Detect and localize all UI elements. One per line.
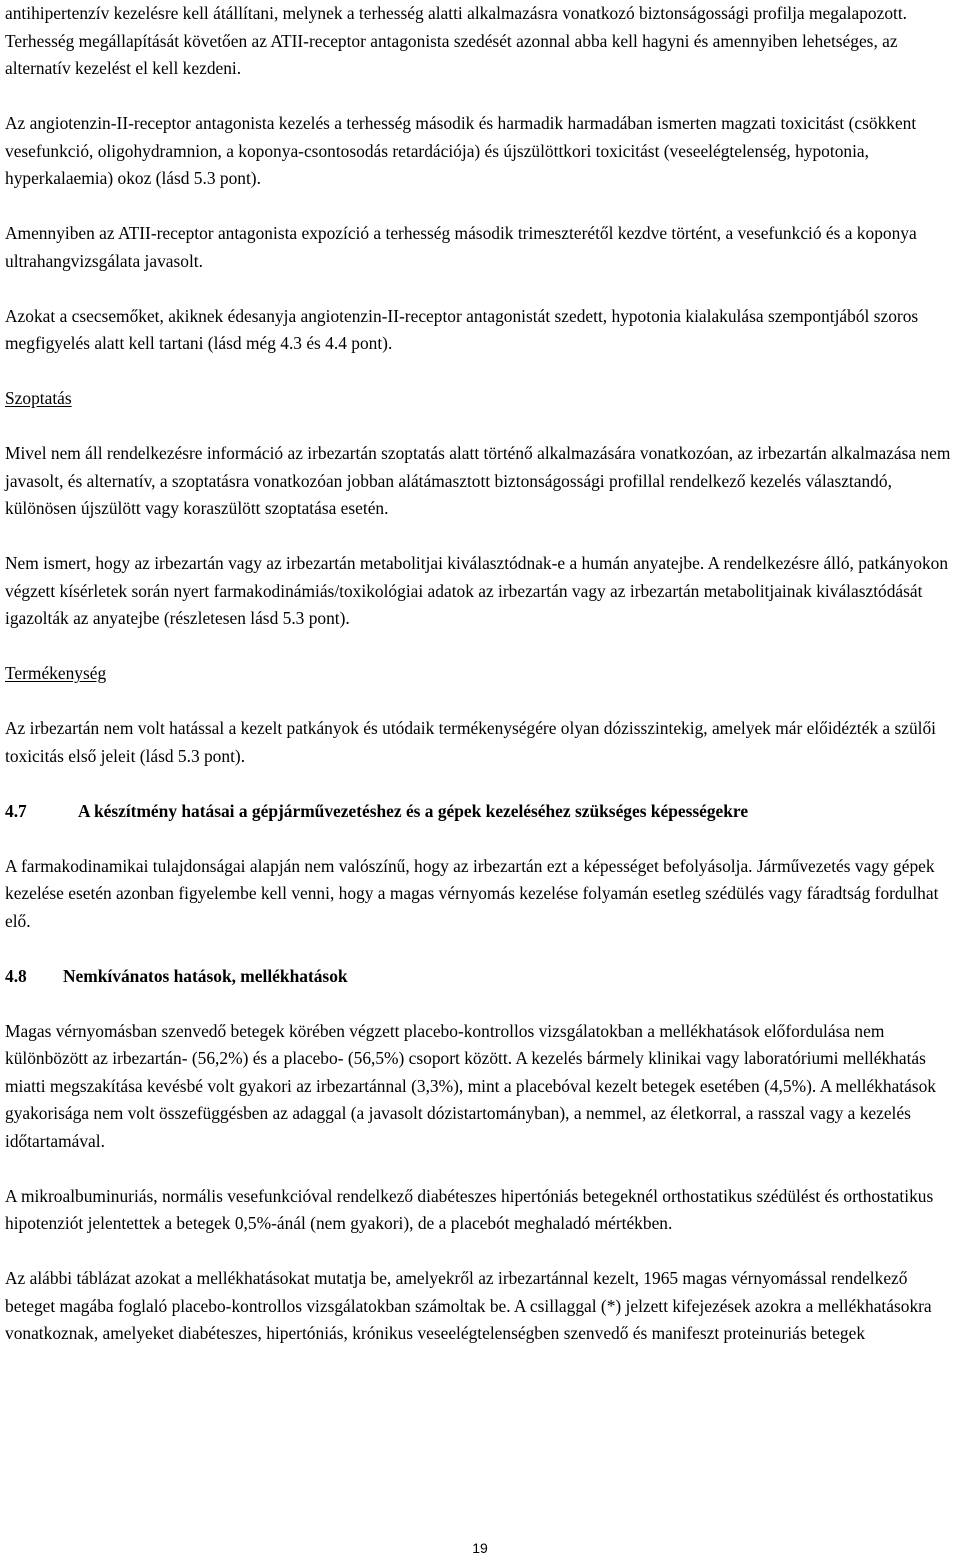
section-title: Nemkívánatos hatások, mellékhatások — [63, 965, 348, 986]
subheading-fertility: Termékenység — [5, 663, 107, 683]
page-number: 19 — [472, 1540, 488, 1556]
paragraph-adverse-effects-3: Az alábbi táblázat azokat a mellékhatásokat mutatja be, amelyekről az irbezartánnal kezelt, 1965 magas vérnyomással rendelkező beteget magába foglaló placebo-kontrollos vizsgálatokban számoltak be. A csillaggal (*) jelzett kifejezések azokra a mellékhatásokra vonatkoznak, amelyeket diabéteszes, hipertóniás, krónikus veseelégtelenségben szenvedő és manifeszt proteinuriás betegek — [5, 1268, 932, 1343]
section-heading-4-8 — [5, 963, 955, 991]
paragraph-adverse-effects-1: Magas vérnyomásban szenvedő betegek körében végzett placebo-kontrollos vizsgálatokban a mellékhatások előfordulása nem különbözött az irbezartán- (56,2%) és a placebo- (56,5%) csoport között. A kezelés bármely klinikai vagy laboratóriumi mellékhatás miatti megszakítása kevésbé volt gyakori az irbezartánnal (3,3%), mint a placebóval kezelt betegek esetében (4,5%). A mellékhatások gyakorisága nem volt összefüggésben az adaggal (a javasolt dózistartományban), a nemmel, az életkorral, a rasszal vagy a kezelés időtartamával. — [5, 1020, 937, 1151]
subheading-breastfeeding: Szoptatás — [5, 388, 72, 408]
document-page — [5, 0, 955, 1348]
paragraph-adverse-effects-2: A mikroalbuminuriás, normális vesefunkcióval rendelkező diabéteszes hipertóniás betegeknél orthostatikus szédülést és orthostatikus hipotenziót jelentettek a betegek 0,5%-ánál (nem gyakori), de a placebót meghaladó mértékben. — [5, 1185, 934, 1233]
section-heading-4-7 — [5, 798, 955, 826]
section-title: A készítmény hatásai a gépjárművezetéshez és a gépek kezeléséhez szükséges képességekre — [78, 800, 749, 821]
paragraph-ultrasound: Amennyiben az ATII-receptor antagonista expozíció a terhesség második trimeszterétől kezdve történt, a vesefunkció és a koponya ultrahangvizsgálata javasolt. — [5, 223, 917, 271]
section-number: 4.7 — [5, 800, 27, 821]
paragraph-fertility: Az irbezartán nem volt hatással a kezelt patkányok és utódaik termékenységére olyan dózisszintekig, amelyek már előidézték a szülői toxicitás első jeleit (lásd 5.3 pont). — [5, 718, 937, 766]
paragraph-driving: A farmakodinamikai tulajdonságai alapján nem valószínű, hogy az irbezartán ezt a képességet befolyásolja. Járművezetés vagy gépek kezelése esetén azonban figyelembe kell venni, hogy a magas vérnyomás kezelése folyamán esetleg szédülés vagy fáradtság fordulhat elő. — [5, 855, 939, 931]
paragraph-breastfeeding-1: Mivel nem áll rendelkezésre információ az irbezartán szoptatás alatt történő alkalmazására vonatkozóan, az irbezartán alkalmazása nem javasolt, és alternatív, a szoptatásra vonatkozóan jobban alátámasztott biztonságossági profillal rendelkező kezelés választandó, különösen újszülött vagy koraszülött szoptatása esetén. — [5, 443, 951, 518]
paragraph-infant-monitoring: Azokat a csecsemőket, akiknek édesanyja angiotenzin-II-receptor antagonistát szedett, hypotonia kialakulása szempontjából szoros megfigyelés alatt kell tartani (lásd még 4.3 és 4.4 pont). — [5, 305, 919, 353]
paragraph-intro: antihipertenzív kezelésre kell átállítani, melynek a terhesség alatti alkalmazásra vonatkozó biztonságossági profilja megalapozott. Terhesség megállapítását követően az ATII-receptor antagonista szedését azonnal abba kell hagyni és amennyiben lehetséges, az alternatív kezelést el kell kezdeni. — [5, 3, 908, 78]
section-number: 4.8 — [5, 965, 27, 986]
paragraph-breastfeeding-2: Nem ismert, hogy az irbezartán vagy az irbezartán metabolitjai kiválasztódnak-e a humán anyatejbe. A rendelkezésre álló, patkányokon végzett kísérletek során nyert farmakodinámiás/toxikológiai adatok az irbezartán vagy az irbezartán metabolitjainak kiválasztódását igazolták az anyatejbe (részletesen lásd 5.3 pont). — [5, 553, 949, 628]
paragraph-fetal-toxicity: Az angiotenzin-II-receptor antagonista kezelés a terhesség második és harmadik harmadában ismerten magzati toxicitást (csökkent vesefunkció, oligohydramnion, a koponya-csontosodás retardációja) és újszülöttkori toxicitást (veseelégtelenség, hypotonia, hyperkalaemia) okoz (lásd 5.3 pont). — [5, 113, 917, 188]
